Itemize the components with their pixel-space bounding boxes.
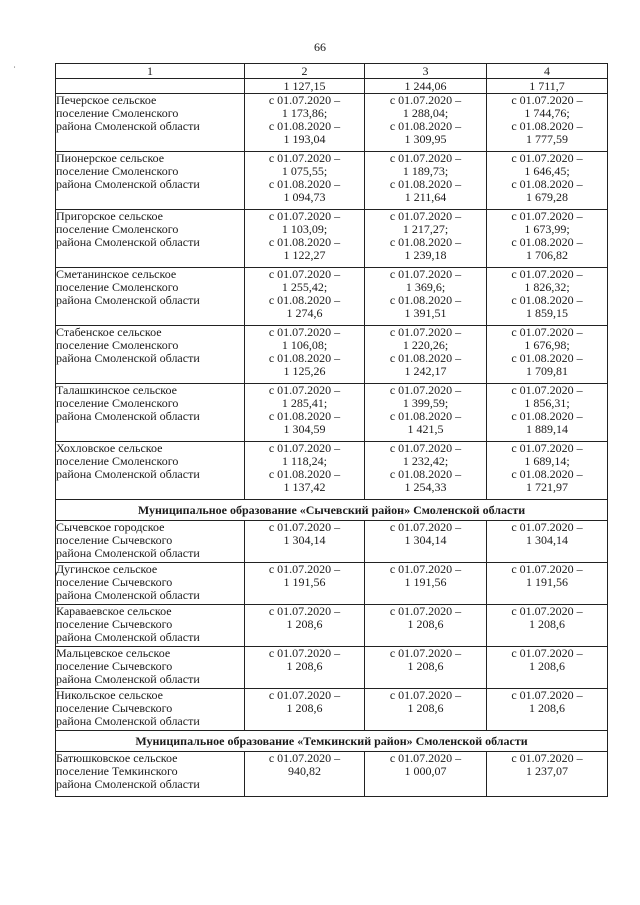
tariff-line: 1 721,97 bbox=[526, 480, 568, 494]
tariff-line: 1 706,82 bbox=[526, 248, 568, 262]
tariff-line: с 01.07.2020 – bbox=[389, 93, 462, 107]
tariff-line: с 01.07.2020 – bbox=[389, 604, 462, 618]
tariff-line: 1 826,32; bbox=[524, 280, 570, 294]
tariff-line: с 01.07.2020 – bbox=[268, 688, 341, 702]
tariff-line: с 01.07.2020 – bbox=[511, 646, 583, 660]
tariff-line: 1 744,76; bbox=[524, 106, 570, 120]
tariff-line: 1 208,6 bbox=[407, 659, 444, 673]
tariff-line: 1 242,17 bbox=[404, 364, 447, 378]
cell bbox=[56, 79, 245, 94]
tariff-line: 1 208,6 bbox=[529, 659, 565, 673]
tariff-cell bbox=[365, 210, 487, 268]
tariff-cell bbox=[487, 605, 608, 647]
table-row bbox=[56, 752, 608, 797]
settlement-name-line: Пионерское сельское bbox=[56, 151, 165, 165]
table-header-row bbox=[56, 64, 608, 79]
table-row bbox=[56, 79, 608, 94]
settlement-name-line: района Смоленской области bbox=[56, 467, 200, 481]
tariff-cell bbox=[245, 689, 365, 731]
tariff-cell bbox=[487, 268, 608, 326]
tariff-cell bbox=[365, 563, 487, 605]
tariff-line: с 01.08.2020 – bbox=[389, 119, 462, 133]
settlement-name-cell bbox=[56, 268, 245, 326]
tariff-cell bbox=[365, 268, 487, 326]
tariff-line: 1 208,6 bbox=[529, 617, 565, 631]
tariff-line: с 01.08.2020 – bbox=[511, 409, 583, 423]
tariff-line: с 01.08.2020 – bbox=[389, 235, 462, 249]
tariff-line: 1 193,04 bbox=[283, 132, 326, 146]
tariff-line: 1 255,42; bbox=[281, 280, 328, 294]
section-title: Муниципальное образование «Сычевский район» Смоленской области bbox=[56, 500, 608, 521]
settlement-name-line: поселение Смоленского bbox=[56, 280, 179, 294]
tariff-cell bbox=[487, 326, 608, 384]
tariff-line: с 01.07.2020 – bbox=[511, 383, 583, 397]
tariff-line: с 01.07.2020 – bbox=[511, 751, 583, 765]
settlement-name-line: Талашкинское сельское bbox=[56, 383, 177, 397]
tariff-cell bbox=[245, 94, 365, 152]
tariff-cell bbox=[365, 689, 487, 731]
tariff-line: 1 254,33 bbox=[404, 480, 447, 494]
tariff-line: с 01.07.2020 – bbox=[389, 151, 462, 165]
tariff-line: 1 859,15 bbox=[526, 306, 568, 320]
tariff-line: с 01.08.2020 – bbox=[511, 351, 583, 365]
tariff-line: с 01.07.2020 – bbox=[268, 751, 341, 765]
tariff-cell bbox=[245, 647, 365, 689]
settlement-name-line: района Смоленской области bbox=[56, 714, 200, 728]
settlement-name-line: района Смоленской области bbox=[56, 177, 200, 191]
settlement-name-line: поселение Сычевского bbox=[56, 701, 173, 715]
tariff-line: 1 103,09; bbox=[281, 222, 328, 236]
tariff-line: с 01.07.2020 – bbox=[389, 688, 462, 702]
tariff-cell bbox=[487, 384, 608, 442]
tariff-line: 1 075,55; bbox=[281, 164, 328, 178]
table-row bbox=[56, 210, 608, 268]
tariff-line: 1 208,6 bbox=[286, 701, 323, 715]
tariff-cell bbox=[487, 752, 608, 797]
tariff-line: 1 889,14 bbox=[526, 422, 568, 436]
column-header: 4 bbox=[487, 64, 608, 79]
tariff-line: 1 679,28 bbox=[526, 190, 568, 204]
tariff-line: с 01.07.2020 – bbox=[268, 151, 341, 165]
tariff-line: с 01.07.2020 – bbox=[511, 688, 583, 702]
tariff-line: с 01.07.2020 – bbox=[511, 209, 583, 223]
tariff-line: с 01.08.2020 – bbox=[389, 409, 462, 423]
tariff-line: с 01.08.2020 – bbox=[268, 235, 341, 249]
tariff-line: 1 304,59 bbox=[283, 422, 326, 436]
tariff-line: с 01.07.2020 – bbox=[389, 383, 462, 397]
table-row bbox=[56, 647, 608, 689]
section-title: Муниципальное образование «Темкинский район» Смоленской области bbox=[56, 731, 608, 752]
settlement-name-line: поселение Темкинского bbox=[56, 764, 178, 778]
tariff-line: 1 856,31; bbox=[524, 396, 570, 410]
settlement-name-line: района Смоленской области bbox=[56, 293, 200, 307]
tariff-line: 1 106,08; bbox=[281, 338, 328, 352]
tariff-table bbox=[55, 63, 608, 797]
tariff-line: 1 288,04; bbox=[402, 106, 449, 120]
tariff-line: 1 646,45; bbox=[524, 164, 570, 178]
tariff-line: с 01.07.2020 – bbox=[511, 604, 583, 618]
settlement-name-line: района Смоленской области bbox=[56, 777, 200, 791]
tariff-line: 1 237,07 bbox=[526, 764, 568, 778]
tariff-cell bbox=[365, 752, 487, 797]
tariff-line: 1 274,6 bbox=[286, 306, 323, 320]
settlement-name-line: района Смоленской области bbox=[56, 672, 200, 686]
tariff-line: 1 399,59; bbox=[402, 396, 449, 410]
column-header: 3 bbox=[365, 64, 487, 79]
settlement-name-line: поселение Смоленского bbox=[56, 222, 179, 236]
tariff-line: 1 421,5 bbox=[407, 422, 444, 436]
settlement-name-line: поселение Сычевского bbox=[56, 575, 173, 589]
settlement-name-line: поселение Сычевского bbox=[56, 659, 173, 673]
settlement-name-line: поселение Сычевского bbox=[56, 617, 173, 631]
settlement-name-line: Сметанинское сельское bbox=[56, 267, 177, 281]
settlement-name-line: района Смоленской области bbox=[56, 630, 200, 644]
tariff-line: с 01.07.2020 – bbox=[268, 93, 341, 107]
tariff-line: 1 208,6 bbox=[286, 617, 323, 631]
tariff-line: с 01.07.2020 – bbox=[511, 520, 583, 534]
tariff-line: 1 217,27; bbox=[402, 222, 449, 236]
settlement-name-cell bbox=[56, 605, 245, 647]
settlement-name-line: Сычевское городское bbox=[56, 520, 165, 534]
tariff-cell bbox=[365, 94, 487, 152]
settlement-name-line: Пригорское сельское bbox=[56, 209, 164, 223]
tariff-line: 1 122,27 bbox=[283, 248, 326, 262]
tariff-line: 1 208,6 bbox=[407, 701, 444, 715]
table-row bbox=[56, 605, 608, 647]
tariff-line: 1 304,14 bbox=[404, 533, 447, 547]
tariff-line: с 01.08.2020 – bbox=[268, 119, 341, 133]
table-row bbox=[56, 268, 608, 326]
tariff-line: с 01.08.2020 – bbox=[389, 351, 462, 365]
tariff-line: с 01.08.2020 – bbox=[511, 177, 583, 191]
tariff-cell bbox=[487, 94, 608, 152]
tariff-cell bbox=[365, 326, 487, 384]
column-header: 1 bbox=[56, 64, 245, 79]
settlement-name-line: Караваевское сельское bbox=[56, 604, 172, 618]
tariff-line: 1 125,26 bbox=[283, 364, 326, 378]
tariff-line: с 01.07.2020 – bbox=[511, 441, 583, 455]
column-header: 2 bbox=[245, 64, 365, 79]
tariff-cell bbox=[245, 521, 365, 563]
tariff-line: с 01.07.2020 – bbox=[389, 751, 462, 765]
cell: 1 244,06 bbox=[365, 79, 487, 94]
tariff-line: с 01.07.2020 – bbox=[268, 562, 341, 576]
tariff-line: с 01.07.2020 – bbox=[389, 267, 462, 281]
tariff-cell bbox=[487, 563, 608, 605]
tariff-line: 1 220,26; bbox=[402, 338, 449, 352]
table-row bbox=[56, 563, 608, 605]
settlement-name-cell bbox=[56, 442, 245, 500]
table-row bbox=[56, 521, 608, 563]
tariff-line: с 01.08.2020 – bbox=[268, 177, 341, 191]
table-row bbox=[56, 384, 608, 442]
tariff-line: 1 304,14 bbox=[283, 533, 326, 547]
settlement-name-line: Батюшковское сельское bbox=[56, 751, 178, 765]
table-row bbox=[56, 152, 608, 210]
settlement-name-line: Никольское сельское bbox=[56, 688, 163, 702]
tariff-line: 1 211,64 bbox=[404, 190, 447, 204]
tariff-cell bbox=[365, 521, 487, 563]
tariff-line: с 01.07.2020 – bbox=[268, 383, 341, 397]
settlement-name-cell bbox=[56, 752, 245, 797]
tariff-line: с 01.07.2020 – bbox=[389, 520, 462, 534]
tariff-cell bbox=[245, 384, 365, 442]
tariff-line: с 01.07.2020 – bbox=[511, 562, 583, 576]
tariff-cell bbox=[245, 268, 365, 326]
tariff-line: 1 777,59 bbox=[526, 132, 568, 146]
tariff-line: 1 208,6 bbox=[529, 701, 565, 715]
tariff-line: с 01.08.2020 – bbox=[511, 293, 583, 307]
tariff-line: 1 709,81 bbox=[526, 364, 568, 378]
tariff-cell bbox=[487, 442, 608, 500]
tariff-line: с 01.07.2020 – bbox=[511, 93, 583, 107]
tariff-line: 1 239,18 bbox=[404, 248, 447, 262]
tariff-cell bbox=[365, 442, 487, 500]
tariff-line: с 01.07.2020 – bbox=[389, 646, 462, 660]
tariff-line: с 01.07.2020 – bbox=[268, 520, 341, 534]
tariff-cell bbox=[365, 384, 487, 442]
settlement-name-line: Печерское сельское bbox=[56, 93, 157, 107]
settlement-name-line: поселение Смоленского bbox=[56, 106, 179, 120]
settlement-name-line: района Смоленской области bbox=[56, 588, 200, 602]
tariff-cell bbox=[245, 563, 365, 605]
tariff-cell bbox=[365, 605, 487, 647]
settlement-name-cell bbox=[56, 384, 245, 442]
tariff-cell bbox=[487, 689, 608, 731]
table-row bbox=[56, 689, 608, 731]
tariff-line: 1 232,42; bbox=[402, 454, 449, 468]
tariff-line: с 01.07.2020 – bbox=[511, 267, 583, 281]
tariff-cell bbox=[487, 210, 608, 268]
settlement-name-line: района Смоленской области bbox=[56, 235, 200, 249]
tariff-line: с 01.08.2020 – bbox=[268, 467, 341, 481]
settlement-name-line: поселение Смоленского bbox=[56, 164, 179, 178]
tariff-line: 1 173,86; bbox=[281, 106, 328, 120]
tariff-cell bbox=[245, 442, 365, 500]
tariff-cell bbox=[487, 152, 608, 210]
settlement-name-line: Дугинское сельское bbox=[56, 562, 158, 576]
tariff-line: 1 208,6 bbox=[286, 659, 323, 673]
table-body bbox=[56, 79, 608, 797]
settlement-name-cell bbox=[56, 152, 245, 210]
settlement-name-line: Мальцевское сельское bbox=[56, 646, 171, 660]
tariff-line: 1 369,6; bbox=[405, 280, 446, 294]
tariff-cell bbox=[365, 647, 487, 689]
settlement-name-cell bbox=[56, 326, 245, 384]
tariff-line: 940,82 bbox=[288, 764, 321, 778]
tariff-line: с 01.08.2020 – bbox=[389, 177, 462, 191]
settlement-name-line: района Смоленской области bbox=[56, 119, 200, 133]
tariff-cell bbox=[487, 521, 608, 563]
tariff-line: 1 391,51 bbox=[404, 306, 447, 320]
table-row bbox=[56, 442, 608, 500]
settlement-name-cell bbox=[56, 94, 245, 152]
tariff-line: с 01.07.2020 – bbox=[389, 441, 462, 455]
tariff-line: с 01.07.2020 – bbox=[268, 604, 341, 618]
settlement-name-line: Стабенское сельское bbox=[56, 325, 162, 339]
settlement-name-cell bbox=[56, 563, 245, 605]
settlement-name-cell bbox=[56, 210, 245, 268]
tariff-line: с 01.08.2020 – bbox=[268, 293, 341, 307]
tariff-cell bbox=[245, 210, 365, 268]
scan-mark: · bbox=[10, 61, 19, 73]
tariff-cell bbox=[487, 647, 608, 689]
tariff-line: с 01.08.2020 – bbox=[511, 235, 583, 249]
tariff-line: 1 137,42 bbox=[283, 480, 326, 494]
settlement-name-line: поселение Смоленского bbox=[56, 338, 179, 352]
settlement-name-cell bbox=[56, 647, 245, 689]
settlement-name-line: района Смоленской области bbox=[56, 546, 200, 560]
tariff-line: 1 189,73; bbox=[402, 164, 449, 178]
tariff-line: с 01.08.2020 – bbox=[268, 409, 341, 423]
tariff-line: с 01.07.2020 – bbox=[268, 209, 341, 223]
settlement-name-line: поселение Сычевского bbox=[56, 533, 173, 547]
tariff-line: 1 304,14 bbox=[526, 533, 568, 547]
tariff-cell bbox=[245, 752, 365, 797]
tariff-cell bbox=[245, 605, 365, 647]
tariff-line: 1 191,56 bbox=[526, 575, 568, 589]
tariff-line: с 01.08.2020 – bbox=[268, 351, 341, 365]
tariff-line: с 01.07.2020 – bbox=[389, 325, 462, 339]
tariff-line: 1 676,98; bbox=[524, 338, 570, 352]
tariff-line: 1 094,73 bbox=[283, 190, 326, 204]
tariff-line: с 01.08.2020 – bbox=[511, 119, 583, 133]
tariff-cell bbox=[245, 152, 365, 210]
tariff-line: с 01.07.2020 – bbox=[268, 441, 341, 455]
tariff-line: с 01.07.2020 – bbox=[389, 209, 462, 223]
page-number: 66 bbox=[314, 40, 326, 54]
cell: 1 127,15 bbox=[245, 79, 365, 94]
cell: 1 711,7 bbox=[487, 79, 608, 94]
tariff-line: с 01.07.2020 – bbox=[511, 325, 583, 339]
tariff-line: 1 309,95 bbox=[404, 132, 447, 146]
tariff-line: с 01.08.2020 – bbox=[389, 293, 462, 307]
tariff-line: 1 118,24; bbox=[282, 454, 327, 468]
tariff-line: с 01.08.2020 – bbox=[511, 467, 583, 481]
table-row bbox=[56, 94, 608, 152]
tariff-cell bbox=[365, 152, 487, 210]
settlement-name-line: Хохловское сельское bbox=[56, 441, 163, 455]
tariff-line: с 01.08.2020 – bbox=[389, 467, 462, 481]
tariff-line: 1 689,14; bbox=[524, 454, 570, 468]
tariff-line: 1 191,56 bbox=[404, 575, 447, 589]
table-row bbox=[56, 326, 608, 384]
settlement-name-cell bbox=[56, 689, 245, 731]
tariff-line: с 01.07.2020 – bbox=[268, 646, 341, 660]
tariff-line: 1 000,07 bbox=[404, 764, 447, 778]
tariff-line: с 01.07.2020 – bbox=[268, 325, 341, 339]
tariff-line: 1 285,41; bbox=[281, 396, 328, 410]
tariff-line: с 01.07.2020 – bbox=[268, 267, 341, 281]
tariff-line: 1 208,6 bbox=[407, 617, 444, 631]
section-header-row bbox=[56, 731, 608, 752]
tariff-cell bbox=[245, 326, 365, 384]
tariff-line: 1 191,56 bbox=[283, 575, 326, 589]
tariff-line: с 01.07.2020 – bbox=[389, 562, 462, 576]
settlement-name-line: района Смоленской области bbox=[56, 409, 200, 423]
tariff-line: с 01.07.2020 – bbox=[511, 151, 583, 165]
settlement-name-line: района Смоленской области bbox=[56, 351, 200, 365]
section-header-row bbox=[56, 500, 608, 521]
settlement-name-cell bbox=[56, 521, 245, 563]
tariff-line: 1 673,99; bbox=[524, 222, 570, 236]
settlement-name-line: поселение Смоленского bbox=[56, 454, 179, 468]
settlement-name-line: поселение Смоленского bbox=[56, 396, 179, 410]
